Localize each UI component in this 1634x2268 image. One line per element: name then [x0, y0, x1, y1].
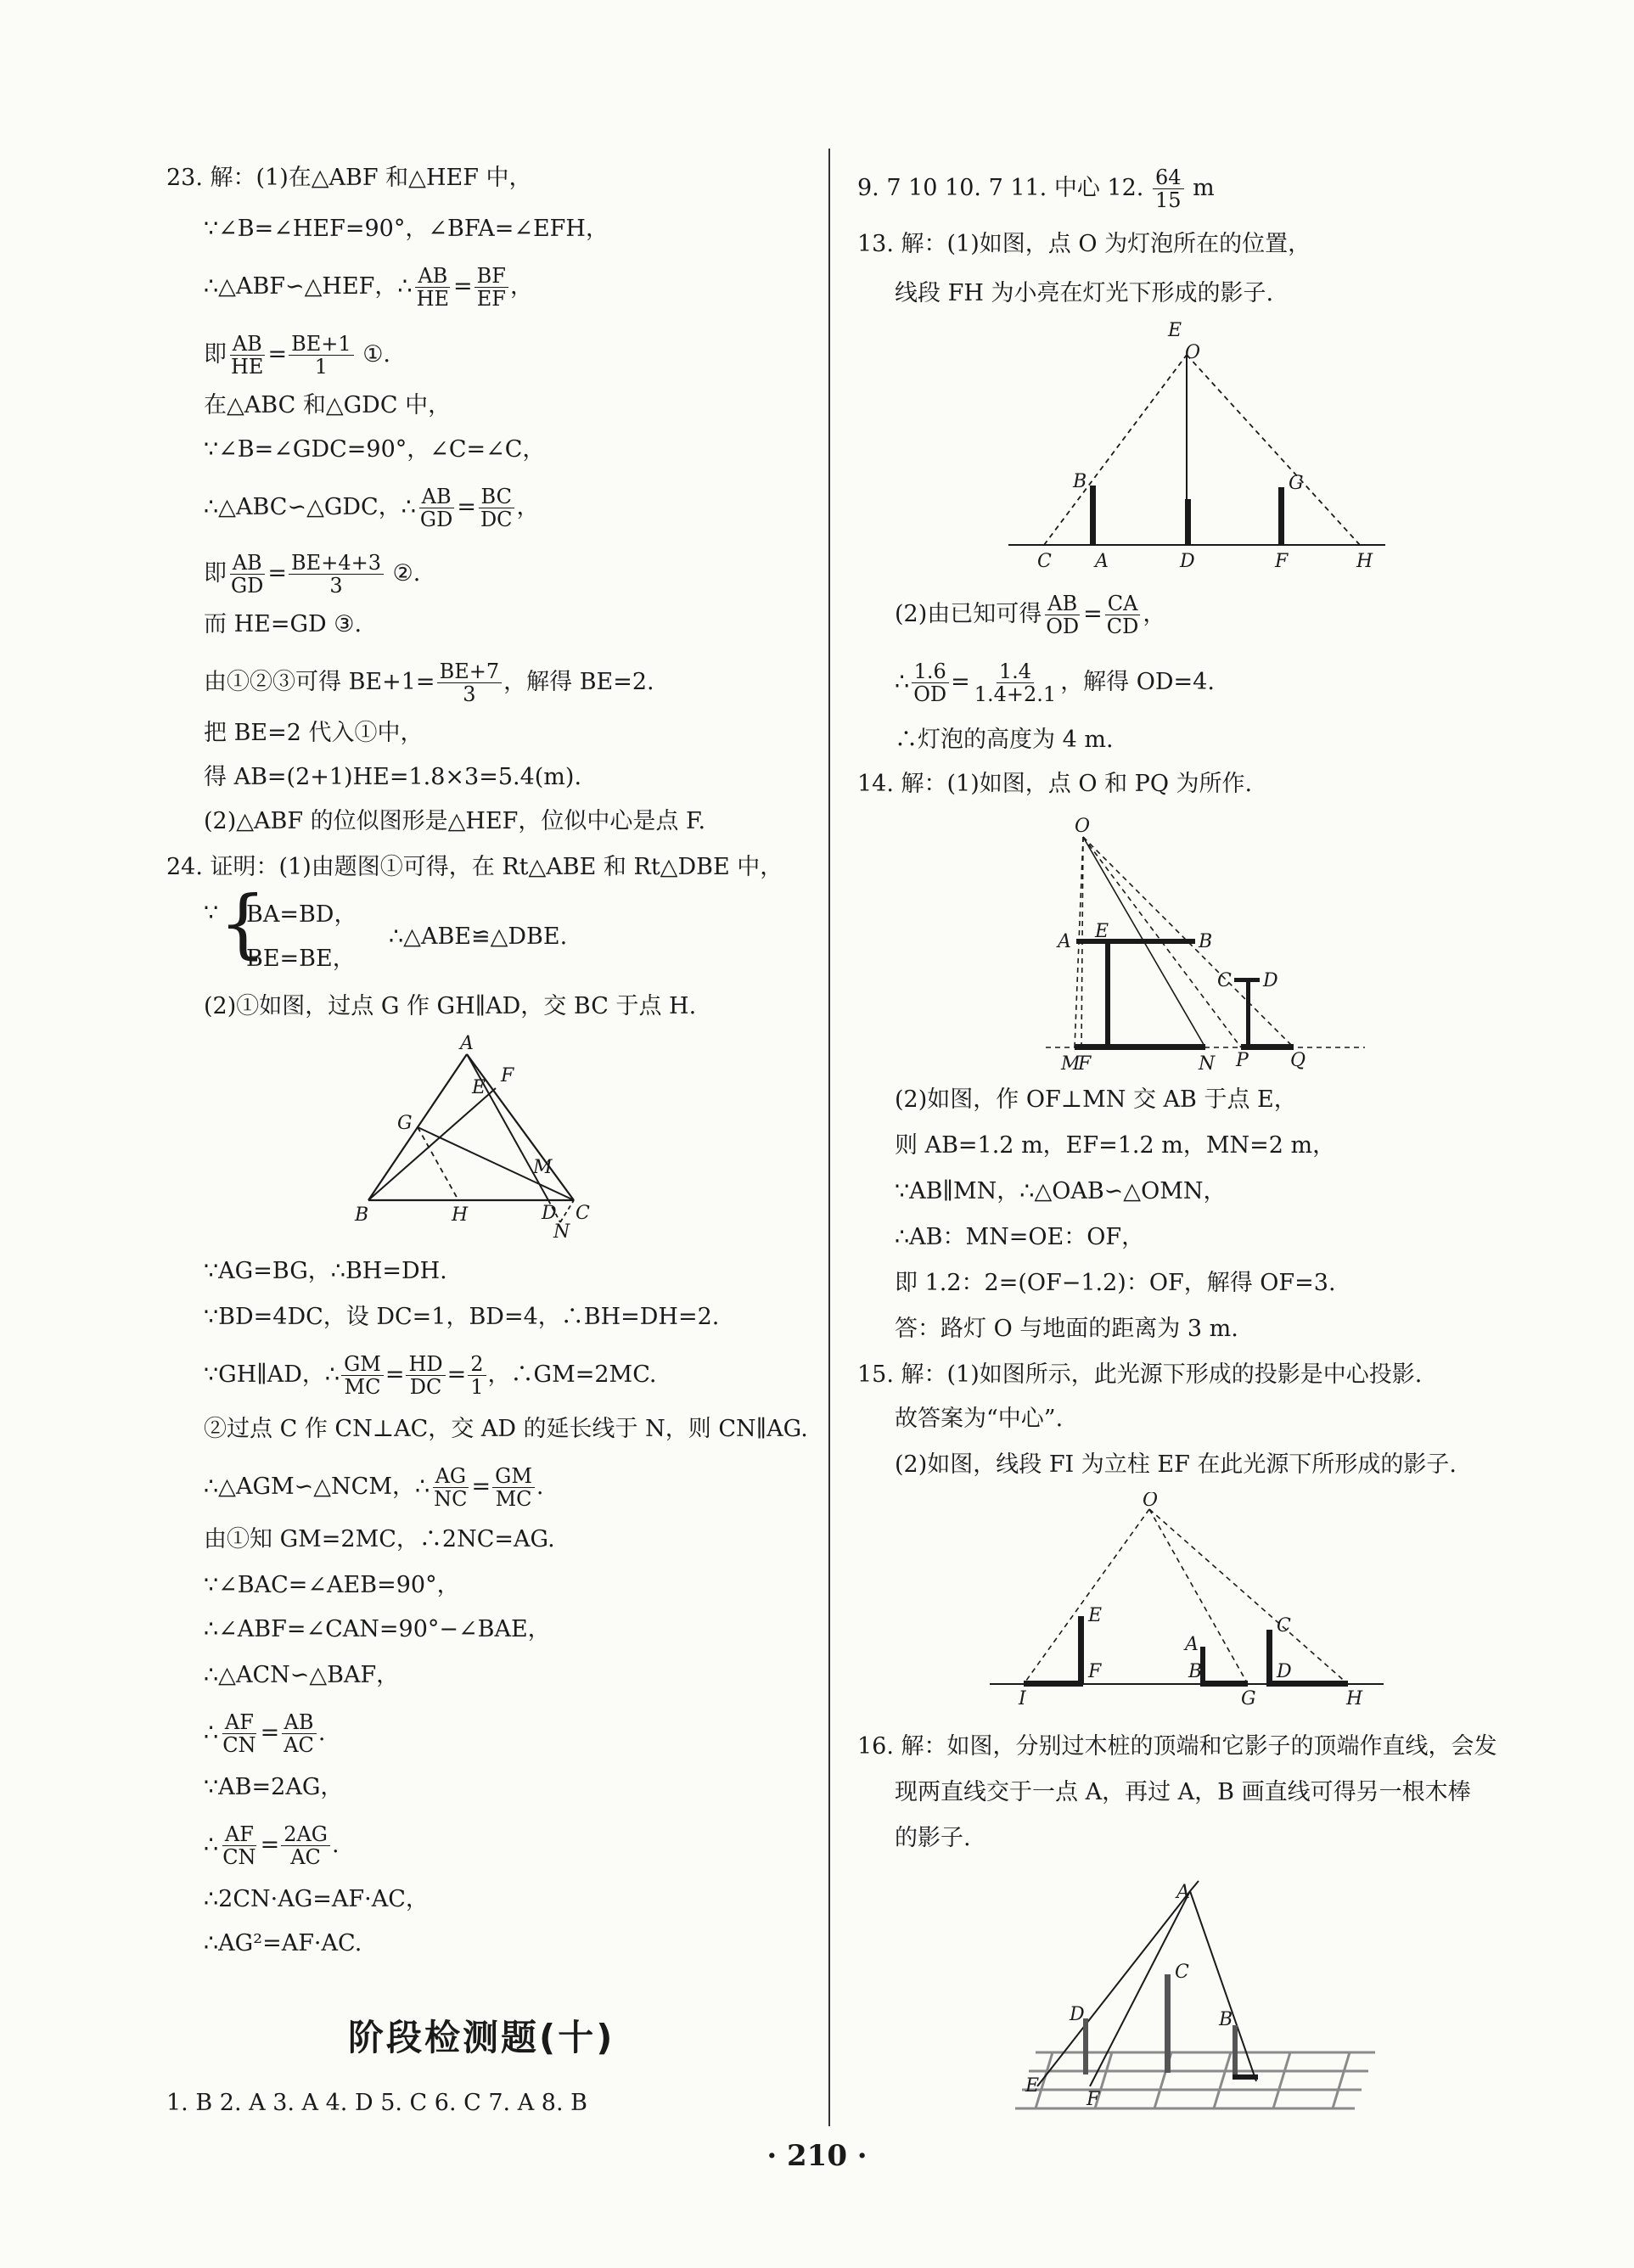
fraction: $\frac{BE+1}{1}$	[289, 333, 354, 378]
q24-line-2: (2)①如图，过点 G 作 GH∥AD，交 BC 于点 H.	[204, 993, 697, 1019]
label-g: G	[1289, 473, 1304, 494]
q24-line-16: ∴AG²=AF·AC.	[204, 1930, 362, 1956]
pole-d	[1185, 499, 1191, 545]
fraction: $\frac{2}{1}$	[468, 1353, 486, 1398]
q24-line-8: 由①知 GM=2MC，∴2NC=AG.	[204, 1526, 555, 1552]
label-f: F	[1088, 1661, 1102, 1682]
shadow-bg	[1200, 1681, 1248, 1687]
ray-oi	[1024, 1509, 1149, 1684]
ray-og	[1149, 1509, 1248, 1684]
q24-line-1: 24. 证明：(1)由题图①可得，在 Rt△ABE 和 Rt△DBE 中，	[166, 854, 783, 880]
q14-line-3: 则 AB=1.2 m，EF=1.2 m，MN=2 m，	[895, 1132, 1336, 1159]
answers-row-9-12: 9. 7 10 10. 7 11. 中心 12. $\frac{64}{15}$ m	[857, 166, 1215, 212]
q13-line-5: ∴灯泡的高度为 4 m.	[895, 727, 1114, 753]
answers-row: 1. B 2. A 3. A 4. D 5. C 6. C 7. A 8. B	[166, 2090, 587, 2116]
label-c: C	[1037, 551, 1052, 572]
label-e: E	[472, 1077, 486, 1098]
label-n: N	[553, 1221, 570, 1238]
label-q: Q	[1290, 1050, 1306, 1071]
q14-line-1: 14. 解：(1)如图，点 O 和 PQ 为所作.	[857, 771, 1253, 797]
q24-line-12: ∴ $\frac{AF}{CN}$ = $\frac{AB}{AC}$ .	[204, 1710, 326, 1757]
label-f: F	[1078, 1053, 1092, 1075]
shadow-b	[1233, 2074, 1258, 2080]
fraction: $\frac{HD}{DC}$	[406, 1353, 445, 1398]
label-f: F	[501, 1065, 514, 1086]
fraction: $\frac{64}{15}$	[1153, 166, 1184, 211]
segment-nc	[560, 1200, 574, 1222]
label-h: H	[452, 1204, 469, 1226]
label-o: O	[1143, 1492, 1159, 1511]
q24-line-11: ∴△ACN∽△BAF，	[204, 1662, 400, 1688]
label-d: D	[1263, 970, 1278, 991]
label-g: G	[397, 1113, 413, 1134]
q13-figure	[1002, 317, 1392, 572]
q23-line-9: 而 HE=GD ③.	[204, 611, 362, 637]
q24-line-9: ∵∠BAC=∠AEB=90°，	[204, 1572, 460, 1598]
q24-figure	[353, 1034, 625, 1238]
post-ef	[1078, 1616, 1084, 1684]
q23-line-13: (2)△ABF 的位似图形是△HEF，位似中心是点 F.	[204, 808, 706, 834]
q13-line-1: 13. 解：(1)如图，点 O 为灯泡所在的位置，	[857, 231, 1311, 257]
plank-ab	[1076, 939, 1195, 944]
label-i: I	[1019, 1688, 1026, 1709]
person-fg	[1278, 487, 1284, 545]
shadow-mn	[1075, 1044, 1205, 1050]
fraction: $\frac{AB}{GD}$	[231, 551, 264, 598]
q24-system-eq-2: BE=BE，	[246, 946, 356, 972]
fraction: $\frac{CA}{CD}$	[1104, 592, 1142, 637]
label-a: A	[1095, 551, 1109, 572]
ray-oh	[1149, 1509, 1348, 1684]
post-cd	[1266, 1630, 1272, 1684]
label-d: D	[1277, 1661, 1292, 1682]
q23-line-7: ∴△ABC∽△GDC，∴ $\frac{AB}{GD}$ = $\frac{BC}{DC}$ ，	[204, 485, 540, 531]
shadow-fi	[1024, 1681, 1083, 1687]
q24-line-3: ∵AG=BG，∴BH=DH.	[204, 1258, 447, 1284]
q13-line-2: 线段 FH 为小亮在灯光下形成的影子.	[895, 280, 1274, 306]
label-e: E	[1095, 921, 1109, 942]
ray-oh	[1187, 355, 1360, 545]
q14-figure	[1044, 811, 1367, 1075]
q14-line-5: ∴AB：MN=OE：OF，	[895, 1224, 1145, 1250]
q23-line-1: 23. 解：(1)在△ABF 和△HEF 中，	[166, 165, 532, 191]
fraction: $\frac{AG}{NC}$	[434, 1464, 468, 1511]
q24-system-conclusion: ∴△ABE≌△DBE.	[389, 923, 568, 950]
column-divider	[828, 149, 830, 2126]
line-ext	[1190, 1881, 1199, 1891]
fraction: $\frac{1.4}{1.4+2.1}$	[974, 660, 1057, 706]
label-a: A	[1185, 1634, 1199, 1655]
fraction: $\frac{AF}{CN}$	[222, 1822, 256, 1869]
fraction: $\frac{AB}{GD}$	[419, 485, 453, 531]
q15-line-2: 故答案为“中心”.	[895, 1406, 1064, 1432]
q23-line-4: 即 $\frac{AB}{HE}$ = $\frac{BE+1}{1}$ ①.	[204, 332, 390, 379]
label-a: A	[460, 1034, 474, 1054]
label-b: B	[1199, 931, 1213, 952]
q23-line-12: 得 AB=(2+1)HE=1.8×3=5.4(m).	[204, 764, 582, 790]
shadow-pq	[1241, 1044, 1294, 1050]
fraction: $\frac{AB}{HE}$	[231, 332, 264, 379]
label-m: M	[533, 1157, 553, 1178]
left-brace: {	[219, 879, 267, 967]
q15-line-3: (2)如图，线段 FI 为立柱 EF 在此光源下所形成的影子.	[895, 1451, 1457, 1478]
segment-ac	[467, 1054, 574, 1200]
q14-line-4: ∵AB∥MN，∴△OAB∽△OMN，	[895, 1178, 1227, 1204]
fraction: $\frac{BC}{DC}$	[478, 486, 515, 531]
pole-ab	[1090, 486, 1096, 545]
label-d: D	[542, 1203, 557, 1224]
q13-line-3: (2)由已知可得 $\frac{AB}{OD}$ = $\frac{CA}{CD}$ ，	[895, 592, 1166, 638]
fraction: $\frac{1.6}{OD}$	[911, 660, 949, 705]
label-e: E	[1168, 320, 1182, 341]
label-c: C	[1175, 1962, 1189, 1983]
label-c: C	[1217, 970, 1232, 991]
fraction: $\frac{BE+7}{3}$	[437, 660, 503, 705]
ray-oc	[1044, 355, 1187, 545]
label-h: H	[1346, 1688, 1363, 1709]
label-o: O	[1075, 816, 1091, 837]
q14-line-2: (2)如图，作 OF⊥MN 交 AB 于点 E，	[895, 1086, 1297, 1113]
label-a: A	[1058, 931, 1071, 952]
label-b: B	[1188, 1661, 1203, 1682]
q23-line-11: 把 BE=2 代入①中，	[204, 720, 424, 746]
q23-line-8: 即 $\frac{AB}{GD}$ = $\frac{BE+4+3}{3}$ ②.	[204, 551, 421, 598]
label-b: B	[355, 1204, 369, 1226]
label-b: B	[1073, 471, 1087, 492]
page-number: · 210 ·	[766, 2139, 868, 2173]
q13-line-4: ∴ $\frac{1.6}{OD}$ = $\frac{1.4}{1.4+2.1}$ ，解得 OD=4.	[895, 660, 1215, 706]
label-o: O	[1185, 342, 1201, 363]
label-a: A	[1176, 1882, 1190, 1903]
q24-line-5: ∵GH∥AD，∴ $\frac{GM}{MC}$ = $\frac{HD}{DC}$ = $\frac{2}{1}$ ，∴GM=2MC.	[204, 1352, 657, 1399]
label-g: G	[1241, 1688, 1256, 1709]
fraction: $\frac{AB}{AC}$	[281, 1711, 317, 1756]
fraction: $\frac{2AG}{AC}$	[281, 1823, 330, 1868]
q14-line-6: 即 1.2：2=(OF−1.2)：OF，解得 OF=3.	[895, 1270, 1336, 1296]
q16-line-2: 现两直线交于一点 A，再过 A，B 画直线可得另一根木棒	[895, 1779, 1471, 1805]
q24-system-eq-1: BA=BD，	[246, 901, 357, 928]
fraction: $\frac{AB}{OD}$	[1046, 592, 1080, 638]
q15-figure	[985, 1492, 1392, 1713]
q16-line-1: 16. 解：如图，分别过木桩的顶端和它影子的顶端作直线，会发	[857, 1733, 1497, 1760]
stake-d	[1083, 2018, 1088, 2074]
q23-line-6: ∵∠B=∠GDC=90°，∠C=∠C，	[204, 436, 546, 463]
floor-grid	[1015, 2052, 1375, 2108]
fraction: $\frac{BE+4+3}{3}$	[289, 552, 384, 597]
label-d: D	[1180, 551, 1195, 572]
q23-line-5: 在△ABC 和△GDC 中，	[204, 392, 452, 418]
q16-line-3: 的影子.	[895, 1825, 971, 1851]
plank-cd	[1234, 978, 1260, 982]
stake-b	[1233, 2025, 1238, 2078]
q24-system: ∵	[204, 900, 219, 926]
label-e: E	[1088, 1605, 1103, 1626]
label-h: H	[1356, 551, 1373, 572]
label-m: M	[1061, 1053, 1081, 1075]
q24-line-14: ∴ $\frac{AF}{CN}$ = $\frac{2AG}{AC}$ .	[204, 1822, 340, 1869]
fraction: $\frac{AF}{CN}$	[222, 1710, 256, 1757]
section-title: 阶段检测题(十)	[348, 2017, 615, 2058]
label-f: F	[1275, 551, 1289, 572]
fraction: $\frac{GM}{MC}$	[492, 1465, 535, 1510]
stake-c	[1165, 1974, 1171, 2073]
label-f: F	[1087, 2089, 1100, 2110]
fraction: $\frac{GM}{MC}$	[341, 1353, 384, 1398]
post-cd	[1246, 982, 1250, 1047]
q24-line-10: ∴∠ABF=∠CAN=90°−∠BAE，	[204, 1616, 551, 1642]
fraction: $\frac{BF}{EF}$	[474, 265, 508, 310]
q15-line-1: 15. 解：(1)如图所示，此光源下形成的投影是中心投影.	[857, 1361, 1423, 1388]
label-n: N	[1199, 1053, 1216, 1075]
label-p: P	[1236, 1050, 1249, 1071]
fraction: $\frac{AB}{HE}$	[416, 264, 450, 311]
q24-line-6: ②过点 C 作 CN⊥AC，交 AD 的延长线于 N，则 CN∥AG.	[204, 1416, 808, 1442]
q24-line-7: ∴△AGM∽△NCM，∴ $\frac{AG}{NC}$ = $\frac{GM}{MC}$ .	[204, 1464, 544, 1511]
label-c: C	[1277, 1615, 1291, 1636]
q16-figure	[1002, 1874, 1392, 2120]
label-d: D	[1070, 2004, 1085, 2025]
post-ef	[1105, 944, 1110, 1047]
q23-line-3: ∴△ABF∽△HEF，∴ $\frac{AB}{HE}$ = $\frac{BF}{EF}$ ，	[204, 264, 533, 311]
q24-line-15: ∴2CN·AG=AF·AC，	[204, 1886, 429, 1912]
q14-line-7: 答：路灯 O 与地面的距离为 3 m.	[895, 1316, 1238, 1342]
line-af	[1090, 1891, 1190, 2086]
label-e: E	[1025, 2075, 1040, 2097]
q24-line-13: ∵AB=2AG，	[204, 1774, 344, 1800]
q23-line-2: ∵∠B=∠HEF=90°，∠BFA=∠EFH，	[204, 216, 609, 242]
q24-line-4: ∵BD=4DC，设 DC=1，BD=4，∴BH=DH=2.	[204, 1304, 720, 1330]
q23-line-10: 由①②③可得 BE+1= $\frac{BE+7}{3}$ ，解得 BE=2.	[204, 660, 654, 706]
label-c: C	[576, 1203, 590, 1224]
label-b: B	[1219, 2009, 1233, 2030]
